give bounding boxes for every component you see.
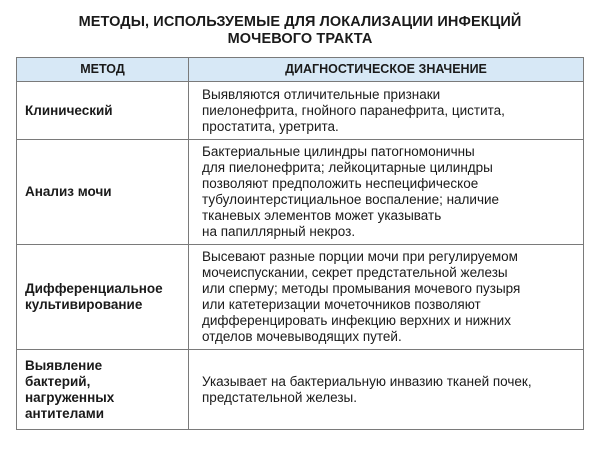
header-method: МЕТОД xyxy=(80,62,125,76)
method-cell xyxy=(17,350,188,429)
value-text: предстательной железы. xyxy=(202,389,357,405)
method-text: Анализ мочи xyxy=(25,184,112,199)
table-row-urinalysis xyxy=(17,140,583,245)
method-text: Выявление xyxy=(25,357,103,373)
method-cell xyxy=(17,245,188,349)
method-text: антителами xyxy=(25,405,105,421)
title-line-2: МОЧЕВОГО ТРАКТА xyxy=(227,31,373,47)
value-cell xyxy=(188,82,583,139)
value-text: Высевают разные порции мочи при регулируемом xyxy=(202,249,518,264)
table-header xyxy=(17,58,583,82)
value-text: Выявляются отличительные признаки xyxy=(202,87,441,102)
title-line-1: МЕТОДЫ, ИСПОЛЬЗУЕМЫЕ ДЛЯ ЛОКАЛИЗАЦИИ ИНФЕКЦИЙ xyxy=(78,14,522,30)
method-cell xyxy=(17,82,188,139)
value-text: пиелонефрита, гнойного паранефрита, цистита, xyxy=(202,103,505,118)
value-text: дифференцировать инфекцию верхних и нижних xyxy=(202,313,511,328)
value-text: позволяют предположить неспецифическое xyxy=(202,176,479,191)
document-title xyxy=(0,14,600,48)
value-cell xyxy=(188,350,583,429)
value-text: отделов мочевыводящих путей. xyxy=(202,329,402,344)
value-text: или катетеризации мочеточников позволяют xyxy=(202,297,481,312)
table-row-antibody-coated-bacteria xyxy=(17,350,583,429)
method-text: культивирование xyxy=(25,297,143,312)
method-text: Дифференциальное xyxy=(25,281,163,296)
header-diagnostic-value: ДИАГНОСТИЧЕСКОЕ ЗНАЧЕНИЕ xyxy=(188,58,583,81)
table-row-clinical xyxy=(17,82,583,140)
value-text: Бактериальные цилиндры патогномоничны xyxy=(202,144,475,159)
method-cell xyxy=(17,140,188,244)
value-text: простатита, уретрита. xyxy=(202,119,339,134)
value-cell xyxy=(188,140,583,244)
method-text: нагруженных xyxy=(25,389,115,405)
methods-table xyxy=(16,57,584,430)
value-text: для пиелонефрита; лейкоцитарные цилиндры xyxy=(202,160,493,175)
method-text: Клинический xyxy=(25,102,113,118)
value-text: Указывает на бактериальную инвазию тканей почек, xyxy=(202,373,532,389)
value-text: тубулоинтерстициальное воспаление; наличие xyxy=(202,192,500,207)
method-text: бактерий, xyxy=(25,373,91,389)
value-text: мочеиспускании, секрет предстательной железы xyxy=(202,265,508,280)
table-row-differential-culture xyxy=(17,245,583,350)
value-text: тканевых элементов может указывать xyxy=(202,208,442,223)
value-cell xyxy=(188,245,583,349)
value-text: на папиллярный некроз. xyxy=(202,224,356,239)
value-text: или сперму; методы промывания мочевого пузыря xyxy=(202,281,521,296)
